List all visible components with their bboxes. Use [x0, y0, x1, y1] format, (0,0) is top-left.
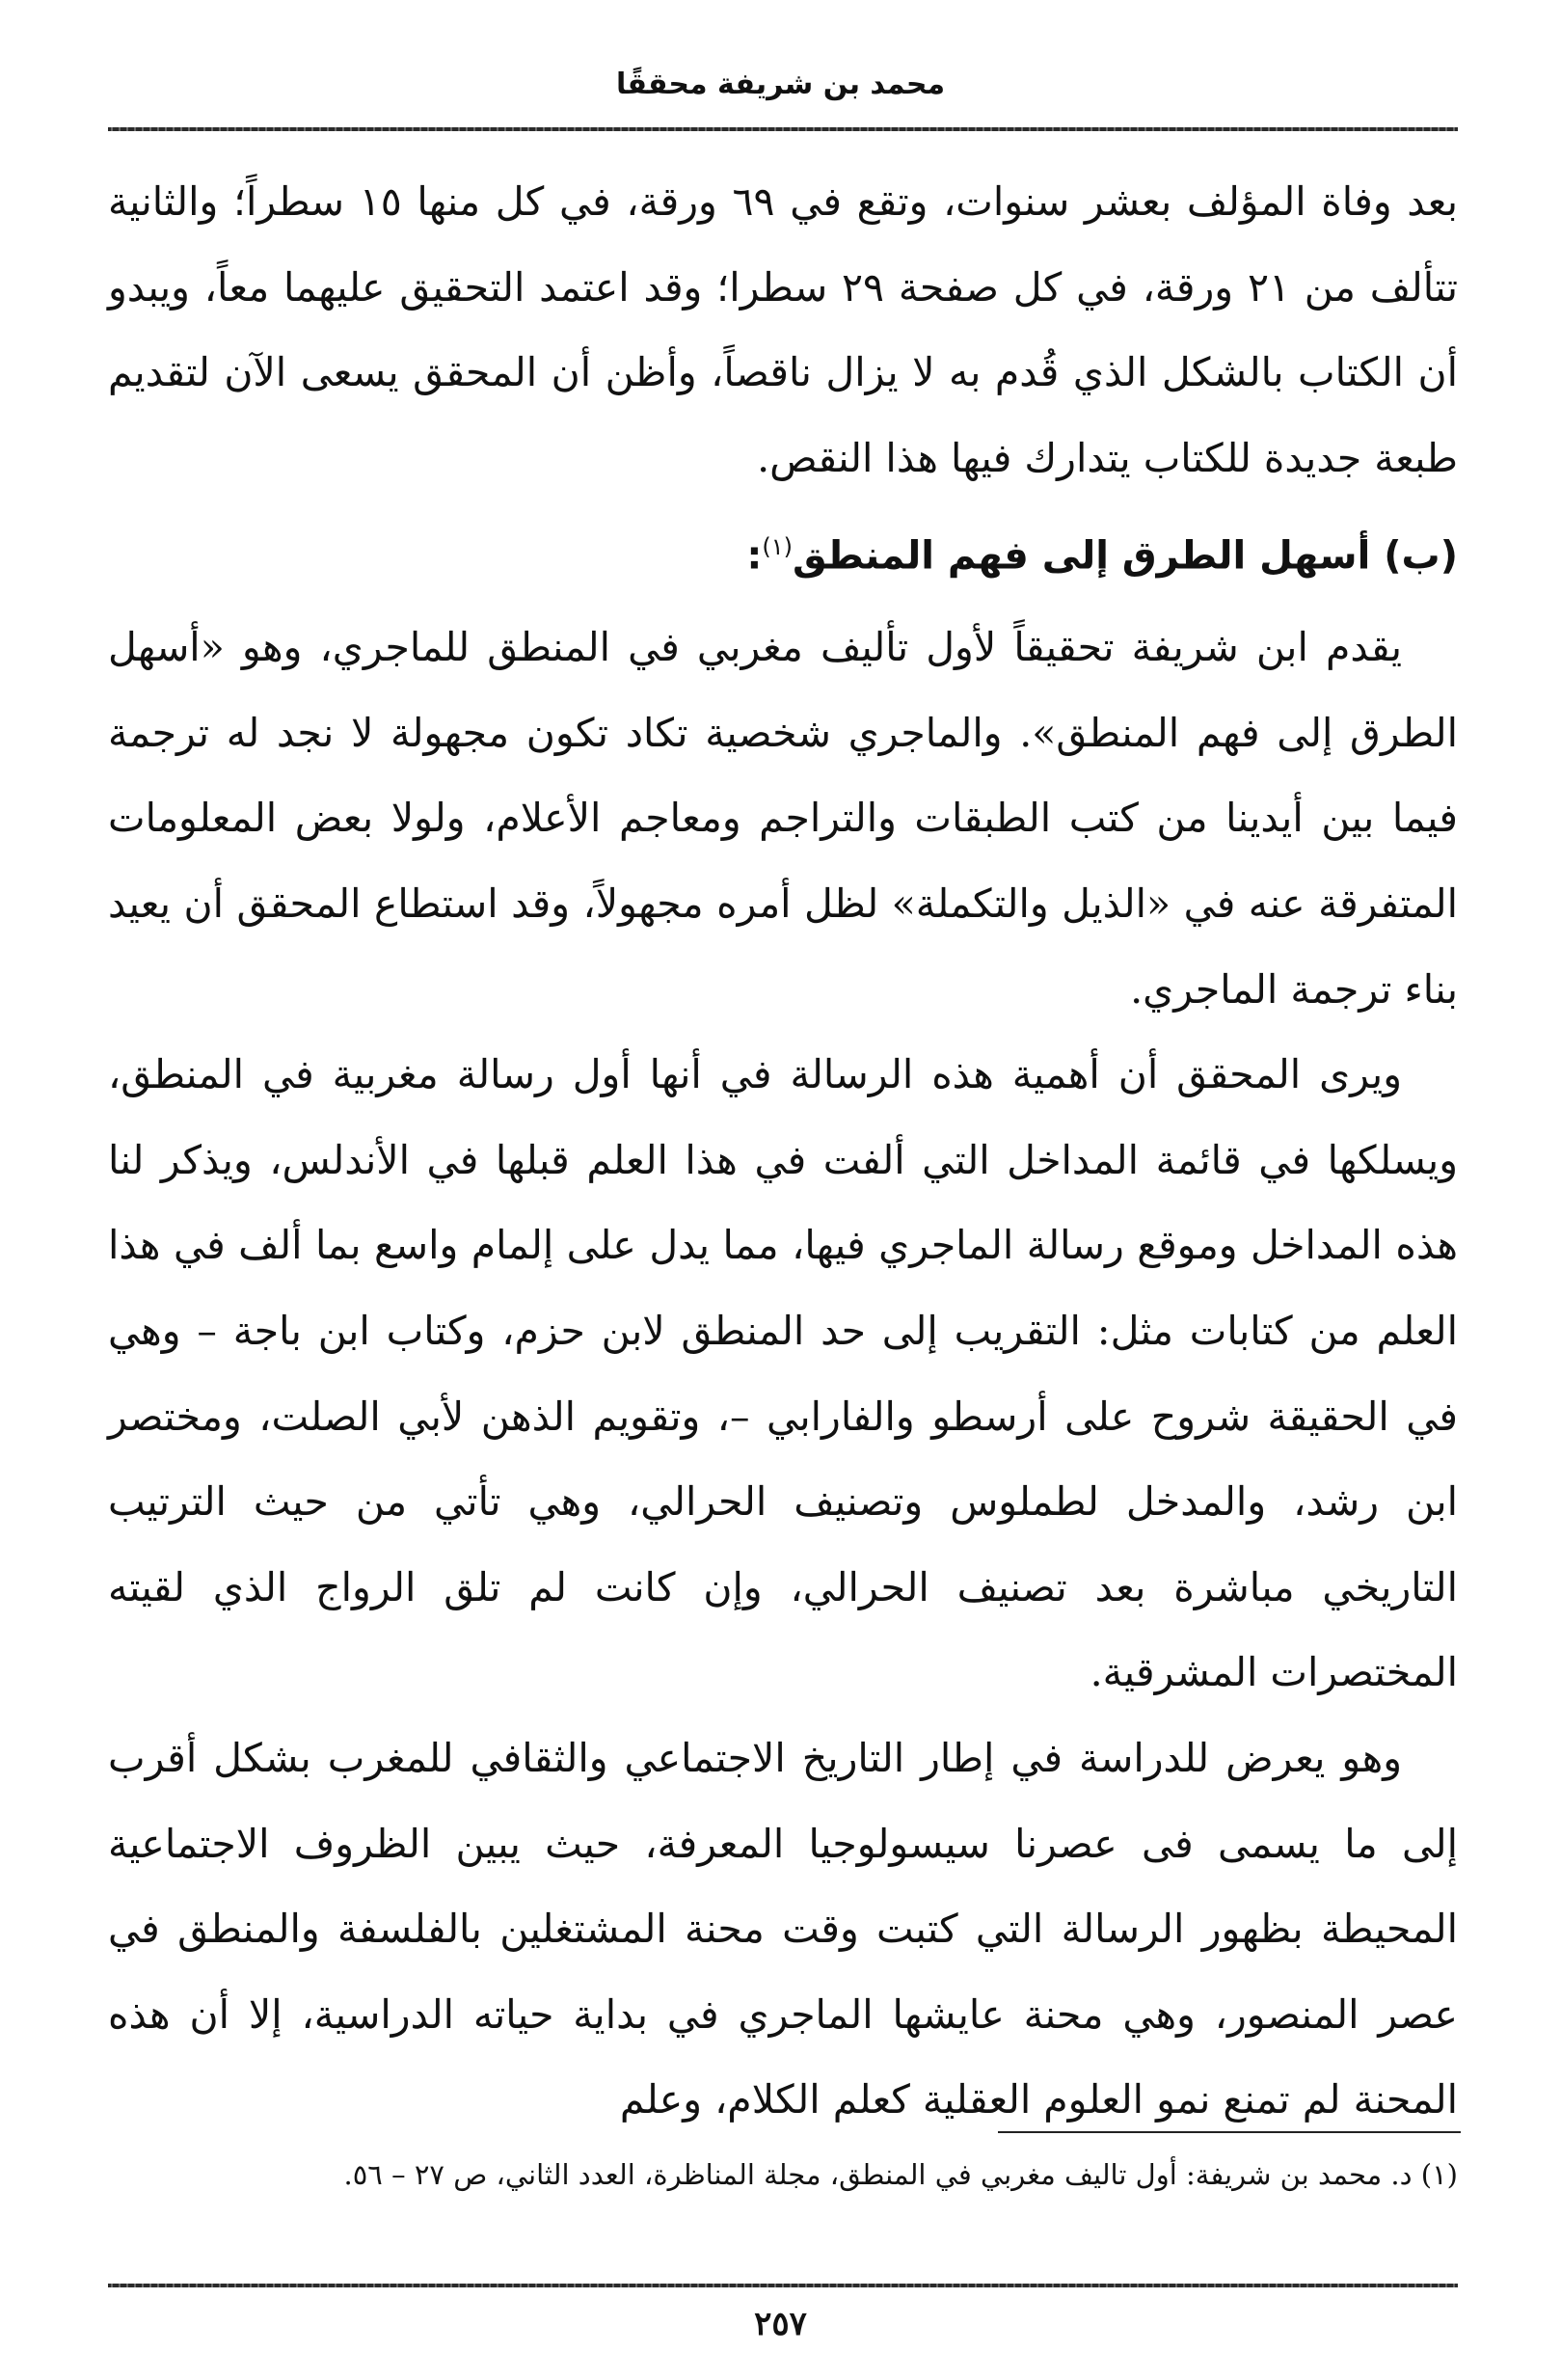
footnote-divider	[998, 2131, 1461, 2133]
body-paragraph: وهو يعرض للدراسة في إطار التاريخ الاجتماعي والثقافي للمغرب بشكل أقرب إلى ما يسمى فى عصرنا سيسولوجيا المعرفة، حيث يبين الظروف الاجتماعية المحيطة بظهور الرسالة التي كتبت وقت محنة المشتغلين بالفلسفة والمنطق في عصر المنصور، وهي محنة عايشها الماجري في بداية حياته الدراسية، إلا أن هذه المحنة لم تمنع نمو العلوم العقلية كعلم الكلام، وعلم	[108, 1735, 1458, 2123]
footer-divider	[108, 2284, 1458, 2287]
footnote-reference: (١)	[762, 533, 794, 561]
header-divider	[108, 127, 1458, 131]
footnote: (١) د. محمد بن شريفة: أول تاليف مغربي في المنطق، مجلة المناظرة، العدد الثاني، ص ٢٧ – ٥٦.	[343, 2158, 1458, 2191]
body-paragraph: يقدم ابن شريفة تحقيقاً لأول تأليف مغربي في المنطق للماجري، وهو «أسهل الطرق إلى فهم المنطق». والماجري شخصية تكاد تكون مجهولة لا نجد له ترجمة فيما بين أيدينا من كتب الطبقات والتراجم ومعاجم الأعلام، ولولا بعض المعلومات المتفرقة عنه في «الذيل والتكملة» لظل أمره مجهولاً، وقد استطاع المحقق أن يعيد بناء ترجمة الماجري.	[108, 624, 1458, 1013]
running-header-title: محمد بن شريفة محققًا	[615, 68, 946, 101]
section-heading	[108, 504, 1458, 599]
section-heading-colon: :	[746, 533, 763, 579]
page-number: ٢٥٧	[754, 2305, 807, 2343]
body-paragraph: ويرى المحقق أن أهمية هذه الرسالة في أنها أول رسالة مغربية في المنطق، ويسلكها في قائمة المداخل التي ألفت في هذا العلم قبلها في الأندلس، ويذكر لنا هذه المداخل وموقع رسالة الماجري فيها، مما يدل على إلمام واسع بما ألف في هذا العلم من كتابات مثل: التقريب إلى حد المنطق لابن حزم، وكتاب ابن باجة – وهي في الحقيقة شروح على أرسطو والفارابي –، وتقويم الذهن لأبي الصلت، ومختصر ابن رشد، والمدخل لطملوس وتصنيف الحرالي، وهي تأتي من حيث الترتيب التاريخي مباشرة بعد تصنيف الحرالي، وإن كانت لم تلق الرواج الذي لقيته المختصرات المشرقية.	[108, 1051, 1458, 1696]
section-heading-text: (ب) أسهل الطرق إلى فهم المنطق	[793, 533, 1458, 579]
body-paragraph: بعد وفاة المؤلف بعشر سنوات، وتقع في ٦٩ ورقة، في كل منها ١٥ سطراً؛ والثانية تتألف من ٢١ ورقة، في كل صفحة ٢٩ سطرا؛ وقد اعتمد التحقيق عليهما معاً، ويبدو أن الكتاب بالشكل الذي قُدم به لا يزال ناقصاً، وأظن أن المحقق يسعى الآن لتقديم طبعة جديدة للكتاب يتدارك فيها هذا النقص.	[108, 178, 1459, 481]
page-body	[108, 159, 1458, 2143]
